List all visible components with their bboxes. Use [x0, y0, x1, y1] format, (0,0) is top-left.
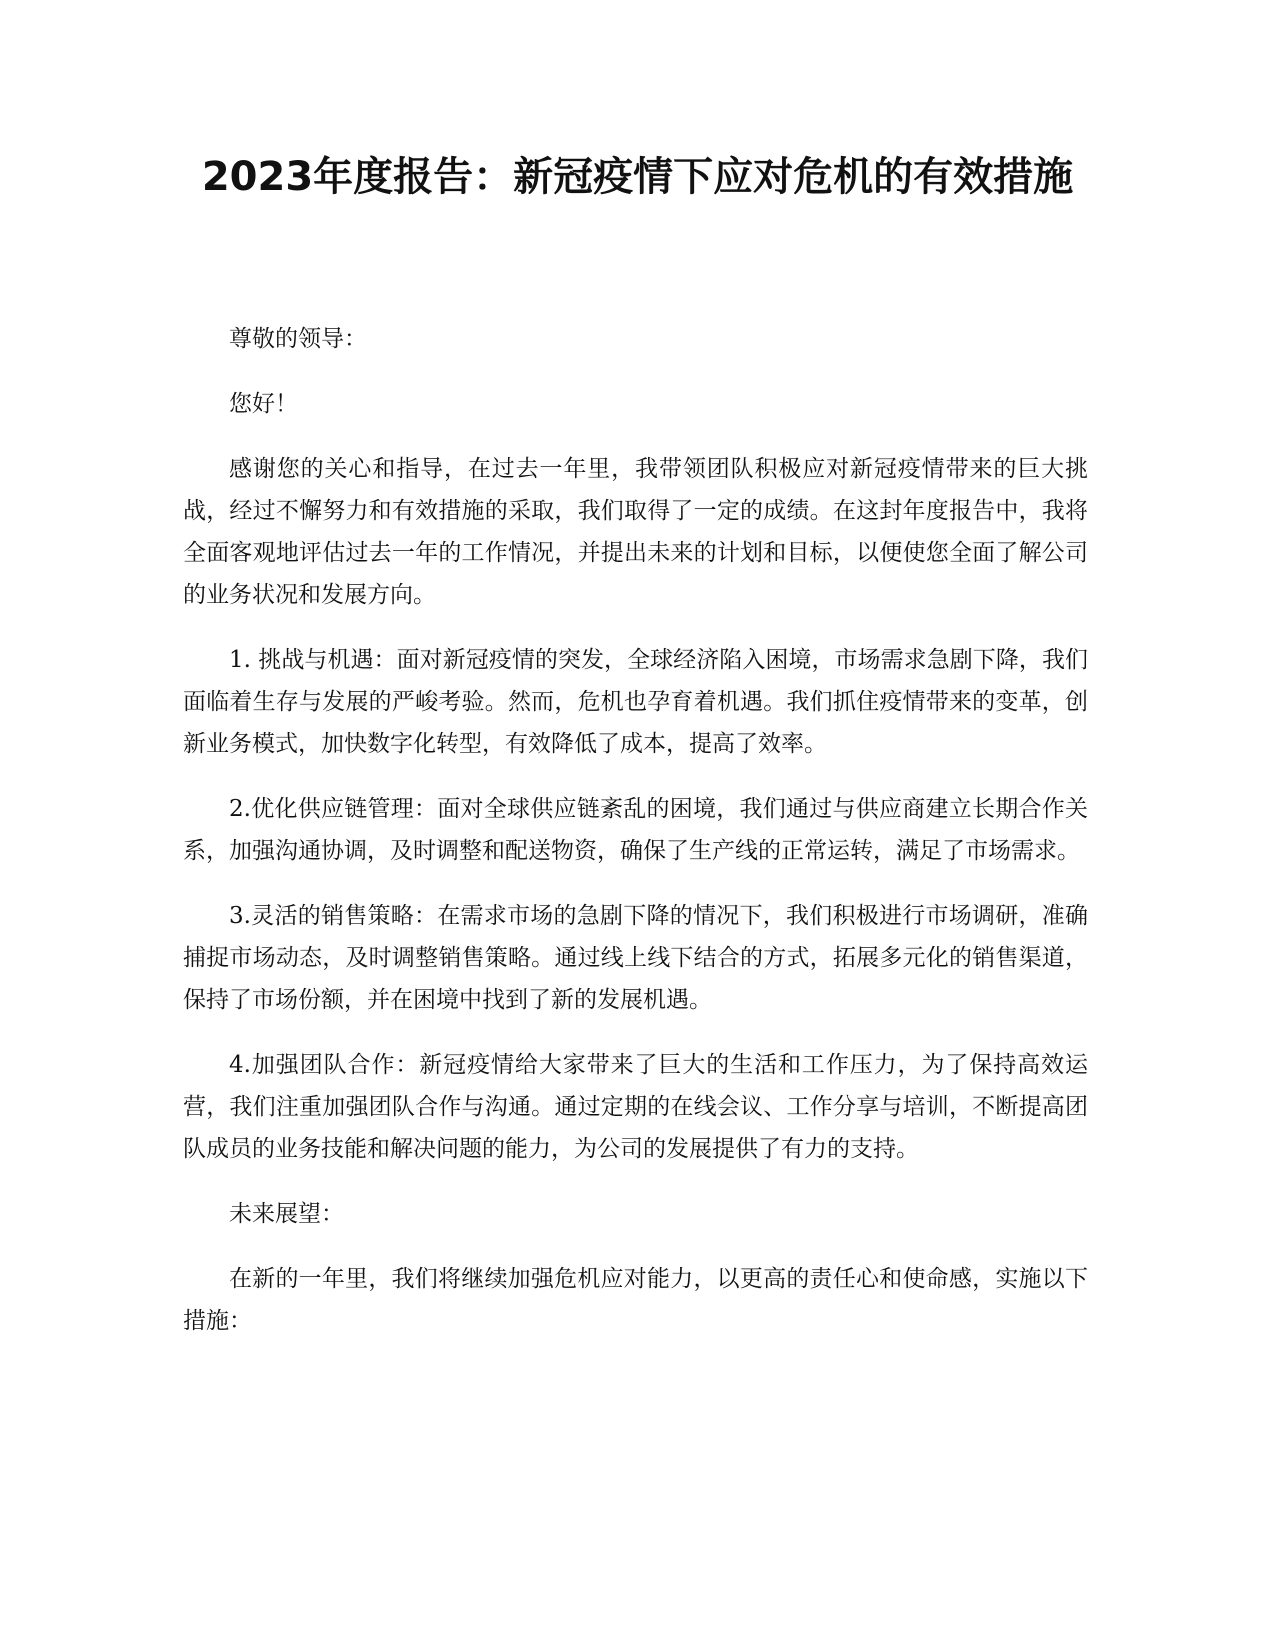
- section-challenges-opportunities: 1. 挑战与机遇：面对新冠疫情的突发，全球经济陷入困境，市场需求急剧下降，我们面临着生存与发展的严峻考验。然而，危机也孕育着机遇。我们抓住疫情带来的变革，创新业务模式，加快数字化转型，有效降低了成本，提高了效率。: [183, 647, 1088, 757]
- section-supply-chain: 2.优化供应链管理：面对全球供应链紊乱的困境，我们通过与供应商建立长期合作关系，加强沟通协调，及时调整和配送物资，确保了生产线的正常运转，满足了市场需求。: [183, 796, 1088, 864]
- document-title: 2023年度报告：新冠疫情下应对危机的有效措施: [201, 154, 1074, 200]
- future-outlook-heading: 未来展望：: [229, 1201, 344, 1227]
- section-sales-strategy: 3.灵活的销售策略：在需求市场的急剧下降的情况下，我们积极进行市场调研，准确捕捉市场动态，及时调整销售策略。通过线上线下结合的方式，拓展多元化的销售渠道，保持了市场份额，并在困境中找到了新的发展机遇。: [183, 903, 1088, 1013]
- salutation: 尊敬的领导：: [229, 326, 367, 352]
- future-outlook-paragraph: 在新的一年里，我们将继续加强危机应对能力，以更高的责任心和使命感，实施以下措施：: [183, 1266, 1088, 1334]
- intro-paragraph: 感谢您的关心和指导，在过去一年里，我带领团队积极应对新冠疫情带来的巨大挑战，经过不懈努力和有效措施的采取，我们取得了一定的成绩。在这封年度报告中，我将全面客观地评估过去一年的工作情况，并提出未来的计划和目标，以便使您全面了解公司的业务状况和发展方向。: [183, 456, 1088, 608]
- document-body: [183, 318, 1088, 1365]
- section-teamwork: 4.加强团队合作：新冠疫情给大家带来了巨大的生活和工作压力，为了保持高效运营，我们注重加强团队合作与沟通。通过定期的在线会议、工作分享与培训，不断提高团队成员的业务技能和解决问题的能力，为公司的发展提供了有力的支持。: [183, 1052, 1088, 1162]
- greeting: 您好！: [229, 391, 298, 417]
